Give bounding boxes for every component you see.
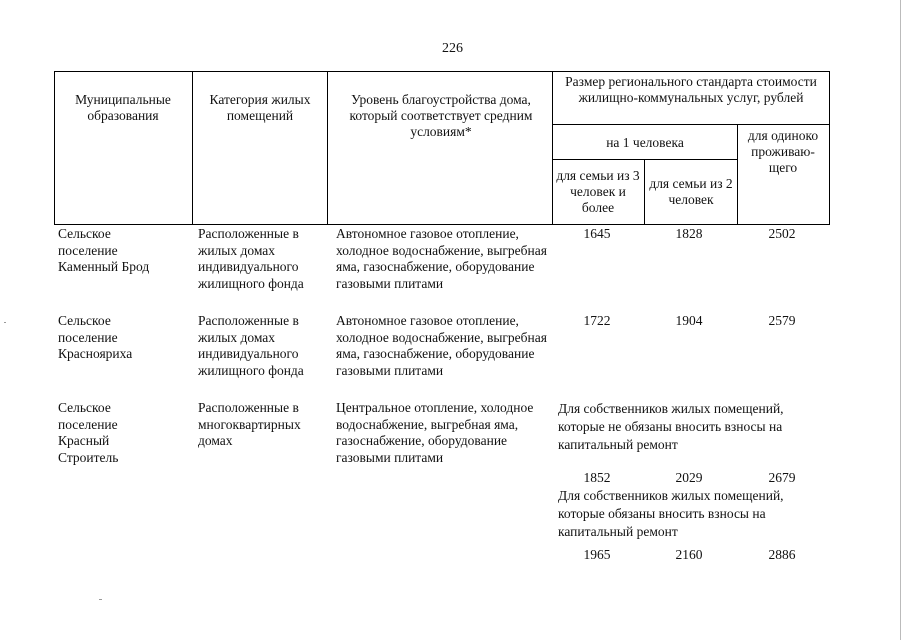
row2-municipal: Сельское поселение Краснояриха: [58, 313, 133, 361]
row2-category: Расположенные в жилых домах индивидуального жилищного фонда: [198, 313, 304, 378]
header-per-person: на 1 человека: [606, 135, 684, 150]
vline-5: [737, 124, 738, 224]
row2-single-value: 2579: [768, 313, 796, 328]
row3b-family3-value: 1965: [583, 547, 611, 562]
vline-4: [644, 159, 645, 224]
vline-3: [552, 71, 553, 224]
row1-family2-value: 1828: [675, 226, 703, 241]
row3a-family2-value: 2029: [675, 470, 703, 485]
header-size-title: Размер регионального стандарта стоимости жилищно-коммунальных услуг, рублей: [565, 74, 817, 105]
subheader-border: [552, 124, 830, 125]
header-family2: для семьи из 2 человек: [649, 176, 733, 207]
row3-level: Центральное отопление, холодное водоснабжение, выгребная яма, газоснабжение, оборудование газовыми плитами: [336, 400, 534, 465]
page-number: 226: [442, 41, 463, 56]
header-municipal: Муниципальные образования: [75, 92, 171, 123]
scan-edge-line: [900, 0, 901, 640]
row1-single-value: 2502: [768, 226, 796, 241]
row3a-family3-value: 1852: [583, 470, 611, 485]
row1-level: Автономное газовое отопление, холодное водоснабжение, выгребная яма, газоснабжение, оборудование газовыми плитами: [336, 226, 547, 291]
row3-note-no-capital-repair: Для собственников жилых помещений, которые не обязаны вносить взносы на капитальный ремонт: [558, 401, 784, 452]
scan-mark: [4, 322, 6, 323]
header-family3: для семьи из 3 человек и более: [556, 168, 640, 215]
row3b-family2-value: 2160: [675, 547, 703, 562]
header-bottom-border: [54, 224, 830, 225]
scan-mark: [99, 599, 102, 600]
vline-1: [192, 71, 193, 224]
vline-2: [327, 71, 328, 224]
vline-right: [829, 71, 830, 224]
row3-note-capital-repair: Для собственников жилых помещений, которые обязаны вносить взносы на капитальный ремонт: [558, 488, 784, 539]
row3a-single-value: 2679: [768, 470, 796, 485]
row3-municipal: Сельское поселение Красный Строитель: [58, 400, 119, 465]
table-top-border: [54, 71, 830, 72]
header-level: Уровень благоустройства дома, который соответствует средним условиям*: [349, 92, 533, 139]
row2-family2-value: 1904: [675, 313, 703, 328]
row1-family3-value: 1645: [583, 226, 611, 241]
row2-family3-value: 1722: [583, 313, 611, 328]
row1-municipal: Сельское поселение Каменный Брод: [58, 226, 150, 274]
row3b-single-value: 2886: [768, 547, 796, 562]
row1-category: Расположенные в жилых домах индивидуального жилищного фонда: [198, 226, 304, 291]
vline-left: [54, 71, 55, 224]
row3-category: Расположенные в многоквартирных домах: [198, 400, 301, 448]
header-single: для одиноко проживаю-щего: [747, 128, 819, 175]
header-category: Категория жилых помещений: [209, 92, 311, 123]
row2-level: Автономное газовое отопление, холодное водоснабжение, выгребная яма, газоснабжение, оборудование газовыми плитами: [336, 313, 547, 378]
